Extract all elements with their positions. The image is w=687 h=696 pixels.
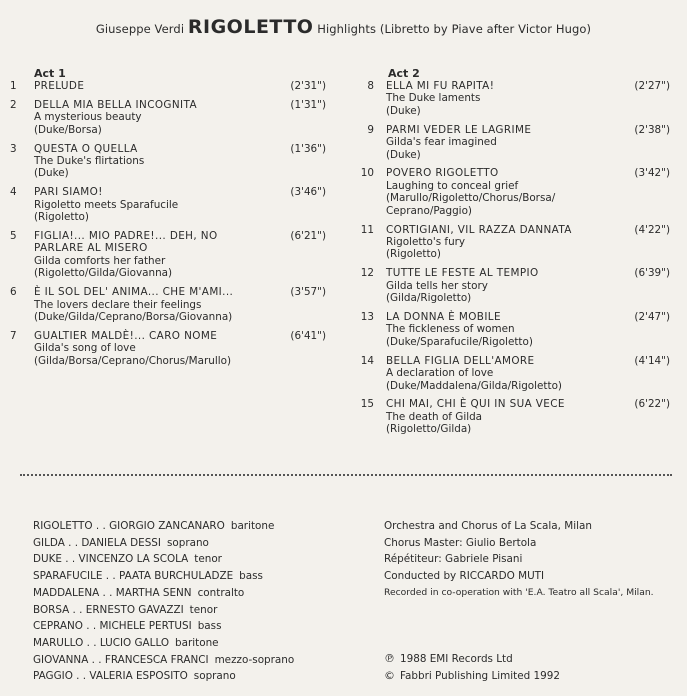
cast-row — [33, 568, 294, 585]
cast-separator: . . — [72, 670, 90, 683]
cast-list — [33, 518, 294, 685]
cast-separator: . . — [69, 603, 86, 616]
cast-voice: bass — [197, 620, 222, 633]
track-duration: (6'22") — [634, 398, 670, 411]
cast-singer: MARTHA SENN — [115, 586, 192, 599]
track-number: 14 — [360, 354, 374, 367]
track-description: The Duke laments — [386, 92, 481, 105]
cast-role: CEPRANO — [33, 620, 83, 633]
track-item — [10, 186, 330, 223]
track-duration: (3'42") — [634, 167, 670, 180]
chorus-master-credit: Chorus Master: Giulio Bertola — [384, 536, 537, 549]
track-description: (Duke/Maddalena/Gilda/Rigoletto) — [386, 379, 562, 392]
cast-voice: tenor — [189, 603, 218, 616]
track-duration: (3'57") — [290, 286, 326, 299]
track-description: Gilda's song of love — [34, 342, 136, 355]
act1-label: Act 1 — [34, 67, 66, 80]
cast-voice: baritone — [230, 520, 275, 532]
phonogram-copyright — [384, 652, 513, 665]
cast-separator: . . — [92, 520, 110, 532]
cast-role: GIOVANNA — [33, 653, 89, 666]
cast-role: RIGOLETTO — [33, 520, 93, 532]
track-description: (Duke/Borsa) — [34, 123, 102, 136]
cast-row — [33, 535, 294, 552]
track-item — [360, 167, 674, 217]
cast-separator: . . — [64, 536, 82, 549]
conductor-credit: Conducted by RICCARDO MUTI — [384, 570, 545, 583]
track-duration: (2'38") — [634, 123, 670, 136]
cast-role: SPARAFUCILE — [33, 570, 103, 583]
track-description: Ceprano/Paggio) — [386, 204, 472, 217]
page-header — [0, 16, 687, 38]
track-description: (Duke) — [386, 104, 421, 117]
track-item — [360, 311, 674, 348]
track-number: 6 — [10, 286, 17, 299]
orchestra-credit: Orchestra and Chorus of La Scala, Milan — [384, 520, 592, 532]
cast-row — [33, 652, 294, 669]
track-description: Laughing to conceal grief — [386, 179, 519, 192]
track-title: DELLA MIA BELLA INCOGNITA — [34, 98, 197, 111]
cast-separator: . . — [99, 586, 116, 599]
track-item — [364, 124, 674, 161]
track-number: 1 — [10, 80, 17, 92]
track-description: The Duke's flirtations — [34, 155, 145, 168]
track-number: 3 — [10, 142, 17, 155]
track-number: 7 — [10, 329, 17, 342]
track-number: 11 — [360, 223, 374, 236]
cast-role: MARULLO — [33, 636, 84, 649]
cast-singer: DANIELA DESSI — [81, 536, 161, 549]
recording-note: Recorded in co-operation with 'E.A. Teatro all Scala', Milan. — [384, 586, 654, 598]
cast-separator: . . — [62, 553, 79, 566]
track-title: PARLARE AL MISERO — [34, 242, 148, 255]
track-number: 4 — [10, 186, 17, 199]
copyright-line: Fabbri Publishing Limited 1992 — [400, 670, 560, 682]
cast-row — [33, 618, 294, 635]
track-description: The fickleness of women — [386, 323, 515, 336]
act2-tracklist — [360, 67, 674, 442]
track-duration: (2'27") — [634, 80, 670, 92]
cast-role: DUKE — [33, 553, 62, 566]
repetiteur-credit: Répétiteur: Gabriele Pisani — [384, 553, 523, 566]
cast-separator: . . — [88, 653, 105, 666]
track-number: 5 — [10, 230, 17, 243]
track-title: GUALTIER MALDÈ!... CARO NOME — [34, 329, 218, 342]
phonogram-icon: ℗ — [384, 652, 395, 665]
cast-voice: tenor — [194, 553, 222, 566]
dotted-divider — [20, 474, 672, 476]
track-duration: (4'14") — [634, 354, 670, 367]
track-description: (Rigoletto) — [34, 211, 89, 224]
cast-voice: soprano — [166, 536, 209, 549]
track-item — [360, 398, 674, 436]
cast-singer: FRANCESCA FRANCI — [104, 653, 209, 666]
track-description: A mysterious beauty — [34, 111, 142, 124]
track-item — [364, 80, 674, 117]
track-item — [10, 286, 330, 323]
track-duration: (4'22") — [634, 223, 670, 236]
track-item — [360, 223, 674, 261]
track-description: (Rigoletto/Gilda) — [386, 423, 472, 436]
cast-separator: . . — [83, 636, 100, 649]
track-number: 15 — [360, 398, 374, 411]
act1-tracklist — [10, 68, 330, 374]
cast-row — [33, 668, 294, 685]
cast-separator: . . — [102, 570, 119, 583]
track-description: Gilda comforts her father — [34, 254, 166, 267]
track-description: (Rigoletto) — [386, 248, 441, 261]
track-number: 12 — [360, 267, 374, 280]
copyright — [384, 669, 560, 682]
track-description: The death of Gilda — [386, 410, 483, 423]
cast-singer: MICHELE PERTUSI — [99, 620, 192, 633]
track-description: The lovers declare their feelings — [34, 298, 202, 311]
cast-voice: soprano — [193, 670, 236, 683]
track-title: TUTTE LE FESTE AL TEMPIO — [386, 267, 539, 280]
cast-separator: . . — [82, 620, 100, 633]
track-title: FIGLIA!... MIO PADRE!... DEH, NO — [34, 230, 218, 243]
cast-row — [33, 602, 294, 619]
track-number: 8 — [367, 80, 374, 92]
cast-singer: VINCENZO LA SCOLA — [78, 553, 189, 566]
cast-role: GILDA — [33, 536, 65, 549]
track-description: (Duke/Sparafucile/Rigoletto) — [386, 335, 533, 348]
track-description: (Duke) — [34, 167, 69, 180]
track-description: (Marullo/Rigoletto/Chorus/Borsa/ — [386, 192, 556, 205]
cast-voice: bass — [239, 570, 263, 583]
track-title: PRELUDE — [34, 80, 85, 92]
cast-row — [33, 551, 294, 568]
phonogram-line: 1988 EMI Records Ltd — [400, 653, 513, 665]
track-item — [10, 143, 330, 180]
track-title: ELLA MI FU RAPITA! — [386, 80, 495, 92]
track-duration: (6'21") — [290, 230, 326, 243]
cast-singer: LUCIO GALLO — [99, 636, 170, 649]
cast-voice: contralto — [197, 586, 245, 599]
copyright-icon: © — [384, 669, 395, 682]
cast-role: BORSA — [33, 603, 70, 616]
track-description: Rigoletto meets Sparafucile — [34, 198, 179, 211]
track-duration: (2'47") — [634, 311, 670, 323]
opera-title: RIGOLETTO — [187, 16, 314, 38]
track-title: PARI SIAMO! — [34, 186, 103, 199]
opera-subtitle: Highlights (Libretto by Piave after Victor Hugo) — [317, 22, 592, 36]
track-duration: (1'31") — [290, 98, 326, 111]
track-item — [10, 230, 330, 280]
track-description: (Gilda/Rigoletto) — [386, 292, 472, 305]
track-item — [10, 330, 330, 367]
track-item — [360, 354, 674, 392]
track-title: LA DONNA È MOBILE — [386, 311, 501, 323]
track-item — [10, 99, 330, 136]
track-description: (Duke) — [386, 148, 421, 161]
track-duration: (2'31") — [290, 80, 326, 92]
cast-singer: ERNESTO GAVAZZI — [85, 603, 184, 616]
credits — [384, 518, 654, 602]
track-description: Gilda tells her story — [386, 279, 488, 292]
cast-row — [33, 585, 294, 602]
track-duration: (6'41") — [290, 329, 326, 342]
track-duration: (1'36") — [290, 142, 326, 155]
track-title: POVERO RIGOLETTO — [386, 167, 499, 180]
track-number: 13 — [360, 311, 374, 323]
cast-role: MADDALENA — [33, 586, 100, 599]
track-item — [360, 267, 674, 305]
track-title: BELLA FIGLIA DELL'AMORE — [386, 354, 535, 367]
track-number: 10 — [360, 167, 374, 180]
cast-row — [33, 518, 294, 535]
cast-singer: PAATA BURCHULADZE — [118, 570, 234, 583]
cast-role: PAGGIO — [33, 670, 73, 683]
track-number: 2 — [10, 98, 17, 111]
cast-voice: mezzo-soprano — [214, 653, 295, 666]
track-title: CHI MAI, CHI È QUI IN SUA VECE — [386, 398, 565, 411]
track-description: (Rigoletto/Gilda/Giovanna) — [34, 267, 173, 280]
track-title: È IL SOL DEL' ANIMA... CHE M'AMI... — [34, 286, 234, 299]
track-item — [10, 80, 330, 92]
track-description: A declaration of love — [386, 367, 494, 380]
cast-singer: VALERIA ESPOSITO — [89, 670, 188, 683]
track-description: (Duke/Gilda/Ceprano/Borsa/Giovanna) — [34, 311, 233, 323]
track-description: Rigoletto's fury — [386, 235, 466, 248]
track-title: CORTIGIANI, VIL RAZZA DANNATA — [386, 223, 572, 236]
track-duration: (6'39") — [634, 267, 670, 280]
composer-name: Giuseppe Verdi — [95, 22, 185, 36]
act2-label: Act 2 — [388, 67, 420, 80]
track-title: QUESTA O QUELLA — [34, 142, 138, 155]
track-title: PARMI VEDER LE LAGRIME — [386, 123, 532, 136]
cast-voice: baritone — [175, 636, 219, 649]
track-number: 9 — [367, 123, 374, 136]
cast-row — [33, 635, 294, 652]
cast-singer: GIORGIO ZANCANARO — [109, 520, 225, 532]
track-description: Gilda's fear imagined — [386, 136, 497, 149]
track-duration: (3'46") — [290, 186, 326, 199]
track-description: (Gilda/Borsa/Ceprano/Chorus/Marullo) — [34, 354, 232, 367]
